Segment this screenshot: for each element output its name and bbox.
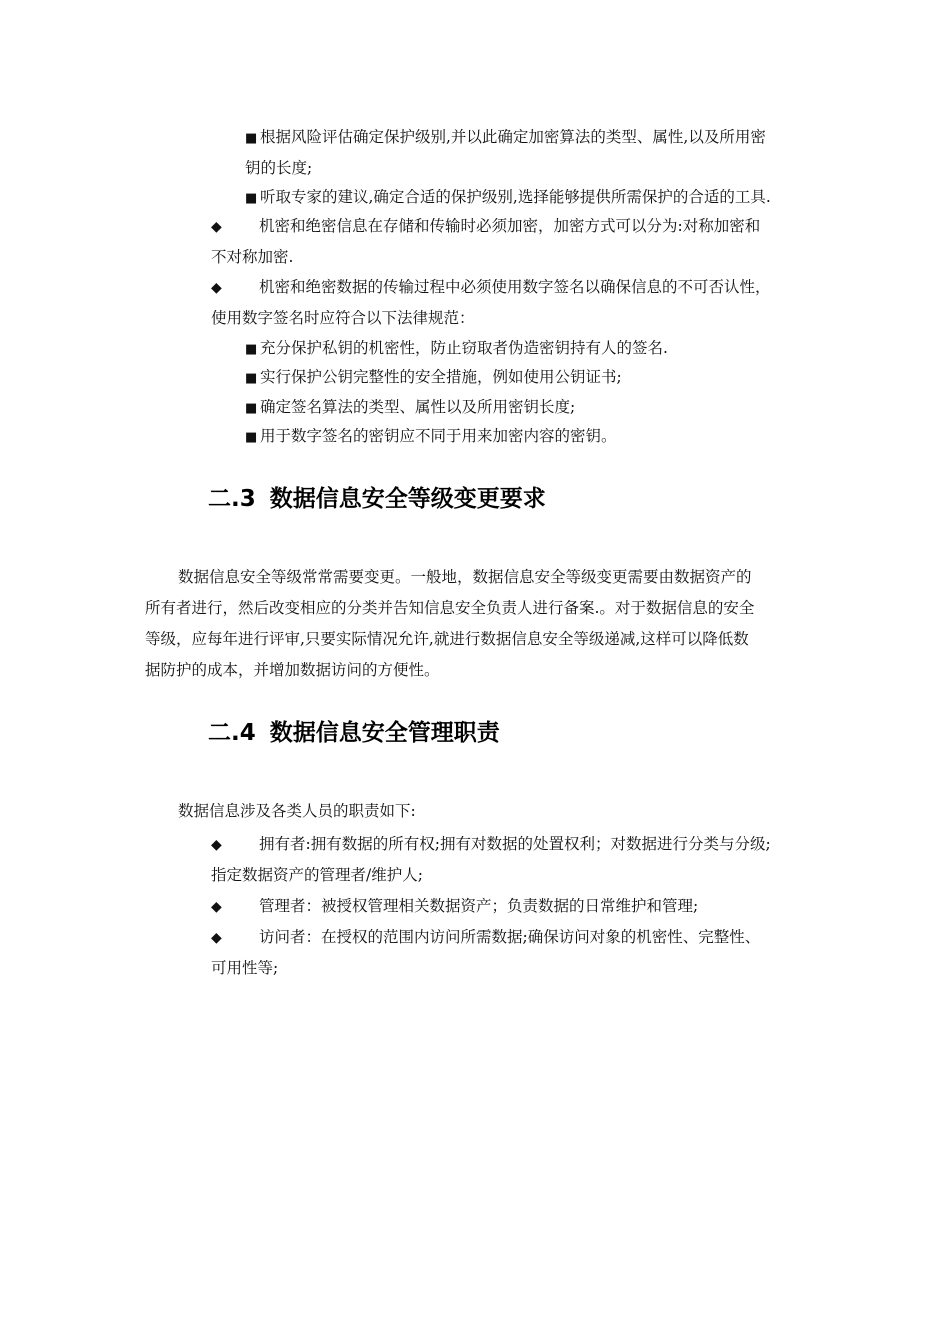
square-bullet-icon: ■ bbox=[245, 401, 258, 416]
sub-bullet-public-key: ■ 实行保护公钥完整性的安全措施，例如使用公钥证书; bbox=[245, 366, 622, 390]
sub-bullet-protection-level: ■ 根据风险评估确定保护级别,并以此确定加密算法的类型、属性,以及所用密 bbox=[245, 126, 766, 150]
diamond-bullet-icon: ◆ bbox=[211, 899, 222, 915]
section-heading-2-4 bbox=[208, 718, 500, 748]
bullet-encryption-required-cont: 不对称加密. bbox=[211, 248, 294, 266]
paragraph-line: 据防护的成本，并增加数据访问的方便性。 bbox=[145, 661, 440, 679]
bullet-digital-signature-cont: 使用数字签名时应符合以下法律规范： bbox=[211, 309, 475, 327]
paragraph-line: 数据信息安全等级常常需要变更。一般地，数据信息安全等级变更需要由数据资产的 bbox=[178, 568, 752, 586]
paragraph-line: 所有者进行，然后改变相应的分类并告知信息安全负责人进行备案.。对于数据信息的安全 bbox=[145, 599, 755, 617]
bullet-visitor: ◆ 访问者：在授权的范围内访问所需数据;确保访问对象的机密性、完整性、 bbox=[211, 926, 760, 949]
responsibility-intro: 数据信息涉及各类人员的职责如下: bbox=[178, 802, 416, 820]
bullet-manager: ◆ 管理者：被授权管理相关数据资产；负责数据的日常维护和管理; bbox=[211, 895, 698, 918]
sub-bullet-private-key: ■ 充分保护私钥的机密性，防止窃取者伪造密钥持有人的签名. bbox=[245, 337, 668, 361]
bullet-owner: ◆ 拥有者:拥有数据的所有权;拥有对数据的处置权利；对数据进行分类与分级; bbox=[211, 833, 771, 856]
bullet-digital-signature: ◆ 机密和绝密数据的传输过程中必须使用数字签名以确保信息的不可否认性， bbox=[211, 276, 771, 299]
paragraph-line: 等级，应每年进行评审,只要实际情况允许,就进行数据信息安全等级递减,这样可以降低数 bbox=[145, 630, 749, 648]
bullet-visitor-cont: 可用性等; bbox=[211, 959, 279, 977]
section-number: 二.4 bbox=[208, 720, 256, 746]
section-title: 数据信息安全管理职责 bbox=[269, 720, 500, 746]
sub-bullet-signature-algorithm: ■ 确定签名算法的类型、属性以及所用密钥长度; bbox=[245, 396, 575, 420]
diamond-bullet-icon: ◆ bbox=[211, 930, 222, 946]
diamond-bullet-icon: ◆ bbox=[211, 280, 222, 296]
diamond-bullet-icon: ◆ bbox=[211, 219, 222, 235]
square-bullet-icon: ■ bbox=[245, 430, 258, 445]
square-bullet-icon: ■ bbox=[245, 342, 258, 357]
square-bullet-icon: ■ bbox=[245, 131, 258, 146]
section-number: 二.3 bbox=[208, 486, 256, 512]
diamond-bullet-icon: ◆ bbox=[211, 837, 222, 853]
sub-bullet-expert-advice: ■ 听取专家的建议,确定合适的保护级别,选择能够提供所需保护的合适的工具. bbox=[245, 186, 771, 210]
square-bullet-icon: ■ bbox=[245, 371, 258, 386]
square-bullet-icon: ■ bbox=[245, 191, 258, 206]
bullet-encryption-required: ◆ 机密和绝密信息在存储和传输时必须加密，加密方式可以分为:对称加密和 bbox=[211, 215, 760, 238]
sub-bullet-protection-level-cont: 钥的长度; bbox=[245, 159, 313, 177]
bullet-owner-cont: 指定数据资产的管理者/维护人; bbox=[211, 866, 423, 884]
sub-bullet-separate-keys: ■ 用于数字签名的密钥应不同于用来加密内容的密钥。 bbox=[245, 425, 617, 449]
section-title: 数据信息安全等级变更要求 bbox=[269, 486, 546, 512]
section-heading-2-3 bbox=[208, 484, 546, 514]
